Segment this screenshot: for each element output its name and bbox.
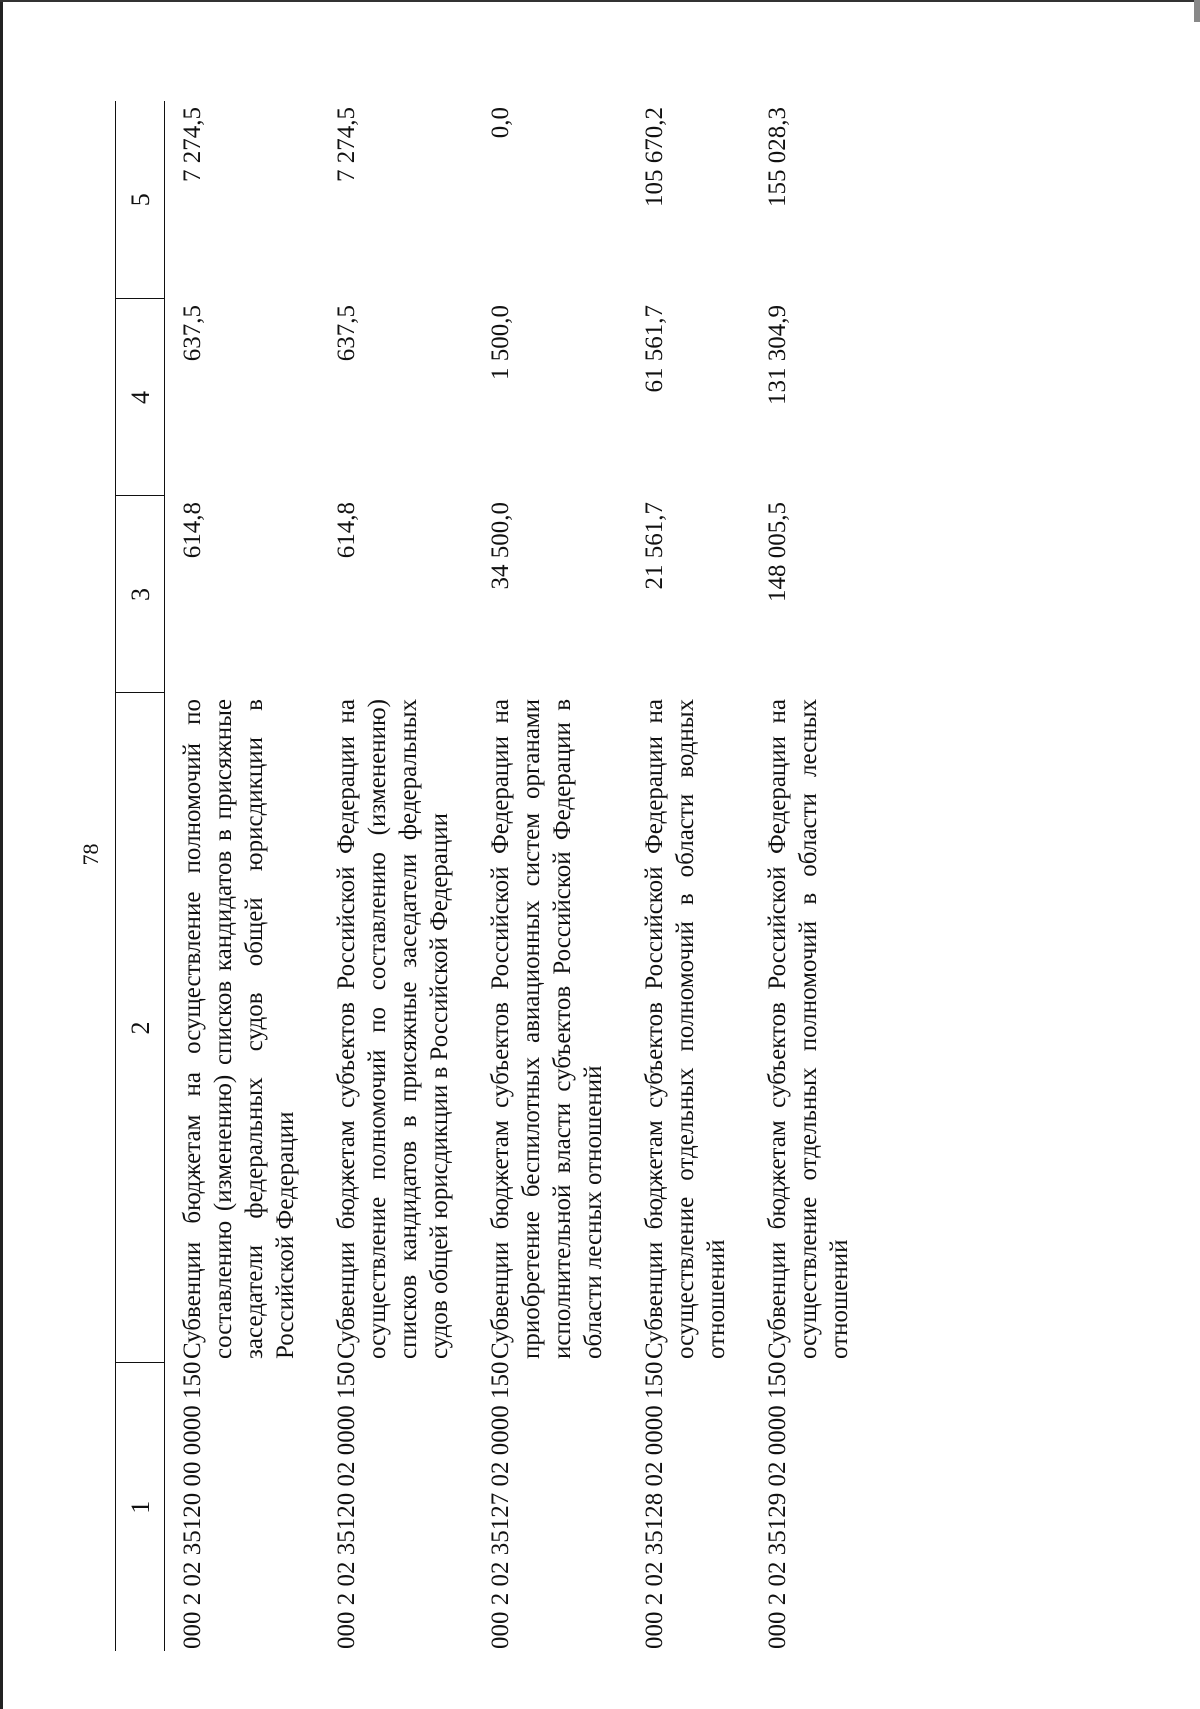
budget-code: 000 2 02 35127 02 0000 150 bbox=[487, 1361, 514, 1649]
value-col-4: 131 304,9 bbox=[764, 305, 791, 405]
table-row bbox=[319, 101, 473, 1651]
budget-description: Субвенции бюджетам субъектов Российской Федерации на осуществление отдельных полномочий в области лесных отношений bbox=[764, 699, 853, 1359]
value-col-5: 7 274,5 bbox=[333, 107, 360, 182]
page-number: 78 bbox=[78, 843, 103, 866]
value-col-3: 614,8 bbox=[333, 502, 360, 559]
budget-code: 000 2 02 35120 02 0000 150 bbox=[333, 1361, 360, 1649]
table-header-row bbox=[116, 101, 165, 1651]
budget-code: 000 2 02 35120 00 0000 150 bbox=[179, 1361, 206, 1649]
value-col-3: 21 561,7 bbox=[641, 502, 668, 590]
budget-description: Субвенции бюджетам субъектов Российской Федерации на осуществление полномочий по составлению (изменению) списков кандидатов в присяжные заседатели федеральных судов общей юрисдикции в Российской Федерации bbox=[333, 699, 453, 1359]
table-row bbox=[750, 101, 873, 1651]
header-col-4: 4 bbox=[116, 299, 165, 496]
value-col-4: 1 500,0 bbox=[487, 305, 514, 380]
budget-description: Субвенции бюджетам субъектов Российской Федерации на приобретение беспилотных авиационных систем органами исполнительной власти субъектов Российской Федерации в области лесных отношений bbox=[487, 699, 607, 1359]
value-col-4: 637,5 bbox=[333, 305, 360, 362]
budget-description: Субвенции бюджетам субъектов Российской Федерации на осуществление отдельных полномочий в области водных отношений bbox=[641, 699, 730, 1359]
table-row bbox=[627, 101, 750, 1651]
value-col-3: 34 500,0 bbox=[487, 502, 514, 590]
budget-description: Субвенции бюджетам на осуществление полномочий по составлению (изменению) списков кандидатов в присяжные заседатели федеральных судов общей юрисдикции в Российской Федерации bbox=[179, 699, 299, 1359]
value-col-3: 614,8 bbox=[179, 502, 206, 559]
value-col-5: 105 670,2 bbox=[641, 107, 668, 207]
value-col-3: 148 005,5 bbox=[764, 502, 791, 602]
header-col-5: 5 bbox=[116, 101, 165, 299]
header-col-3: 3 bbox=[116, 496, 165, 693]
value-col-4: 61 561,7 bbox=[641, 305, 668, 393]
header-col-2: 2 bbox=[116, 693, 165, 1363]
value-col-4: 637,5 bbox=[179, 305, 206, 362]
budget-table bbox=[115, 101, 873, 1651]
table-row bbox=[165, 101, 320, 1651]
budget-code: 000 2 02 35128 02 0000 150 bbox=[641, 1361, 668, 1649]
table-row bbox=[473, 101, 627, 1651]
budget-code: 000 2 02 35129 02 0000 150 bbox=[764, 1361, 791, 1649]
value-col-5: 155 028,3 bbox=[764, 107, 791, 207]
header-col-1: 1 bbox=[116, 1363, 165, 1651]
value-col-5: 0,0 bbox=[487, 107, 514, 139]
value-col-5: 7 274,5 bbox=[179, 107, 206, 182]
